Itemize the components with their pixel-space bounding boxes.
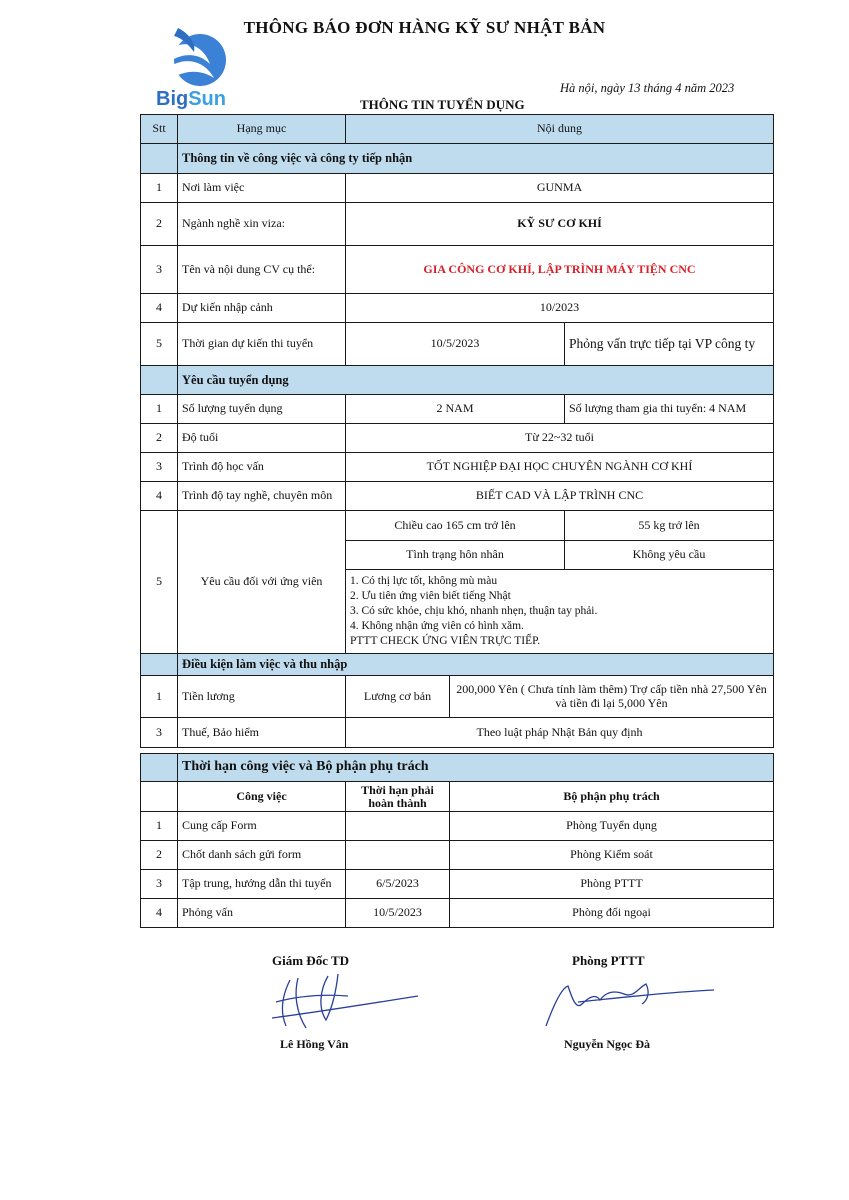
row-value: Từ 22~32 tuổi bbox=[346, 424, 774, 453]
conditions-list bbox=[346, 570, 774, 654]
row-value: 200,000 Yên ( Chưa tính làm thêm) Trợ cấp tiền nhà 27,500 Yên và tiền đi lại 5,000 Yên bbox=[450, 676, 774, 718]
height-requirement: Chiều cao 165 cm trở lên bbox=[346, 511, 565, 541]
row-value: Theo luật pháp Nhật Bản quy định bbox=[346, 718, 774, 748]
row-note: Phỏng vấn trực tiếp tại VP công ty bbox=[565, 323, 774, 366]
signature-right bbox=[538, 974, 718, 1034]
table-header-row bbox=[141, 115, 774, 144]
table-row bbox=[141, 174, 774, 203]
table-row bbox=[141, 395, 774, 424]
section-label: Yêu cầu tuyển dụng bbox=[178, 366, 774, 395]
logo-text: BigSun bbox=[156, 88, 226, 110]
tasks-table bbox=[140, 753, 774, 928]
row-stt: 4 bbox=[141, 482, 178, 511]
marital-value: Không yêu cầu bbox=[565, 541, 774, 570]
row-stt: 1 bbox=[141, 395, 178, 424]
col-stt-header: Stt bbox=[141, 115, 178, 144]
list-item: 2. Ưu tiên ứng viên biết tiếng Nhật bbox=[350, 590, 511, 603]
weight-requirement: 55 kg trở lên bbox=[565, 511, 774, 541]
section-label: Điều kiện làm việc và thu nhập bbox=[178, 654, 774, 676]
row-label: Tên và nội dung CV cụ thể: bbox=[178, 246, 346, 294]
list-item: 3. Có sức khỏe, chịu khó, nhanh nhẹn, thuận tay phải. bbox=[350, 605, 598, 618]
table-row bbox=[141, 294, 774, 323]
row-work: Cung cấp Form bbox=[178, 812, 346, 841]
row-value: BIẾT CAD VÀ LẬP TRÌNH CNC bbox=[346, 482, 774, 511]
row-label: Độ tuổi bbox=[178, 424, 346, 453]
table-row bbox=[141, 812, 774, 841]
section-row-requirements bbox=[141, 366, 774, 395]
table-row bbox=[141, 841, 774, 870]
tasks-header-row bbox=[141, 782, 774, 812]
table-row bbox=[141, 246, 774, 294]
date-line: Hà nội, ngày 13 tháng 4 năm 2023 bbox=[560, 81, 735, 95]
row-label: Thuế, Bảo hiểm bbox=[178, 718, 346, 748]
row-value: 2 NAM bbox=[346, 395, 565, 424]
section-row-job bbox=[141, 144, 774, 174]
row-dept: Phòng Tuyển dụng bbox=[450, 812, 774, 841]
table-row bbox=[141, 424, 774, 453]
row-stt: 3 bbox=[141, 246, 178, 294]
row-stt: 1 bbox=[141, 174, 178, 203]
list-item: 4. Không nhận ứng viên có hình xăm. bbox=[350, 619, 524, 632]
row-dept: Phòng PTTT bbox=[450, 870, 774, 899]
col-deadline-header: Thời hạn phải hoàn thành bbox=[346, 782, 450, 812]
row-stt: 5 bbox=[141, 511, 178, 654]
row-work: Chốt danh sách gửi form bbox=[178, 841, 346, 870]
row-note: Số lượng tham gia thi tuyển: 4 NAM bbox=[565, 395, 774, 424]
table-row bbox=[141, 482, 774, 511]
row-deadline: 10/5/2023 bbox=[346, 899, 450, 928]
marital-label: Tình trạng hôn nhân bbox=[346, 541, 565, 570]
col-work-header: Công việc bbox=[178, 782, 346, 812]
list-item: PTTT CHECK ỨNG VIÊN TRỰC TIẾP. bbox=[350, 634, 541, 647]
row-label: Trình độ học vấn bbox=[178, 453, 346, 482]
col-content-header: Nội dung bbox=[346, 115, 774, 144]
row-stt: 1 bbox=[141, 676, 178, 718]
row-label: Dự kiến nhập cảnh bbox=[178, 294, 346, 323]
section-label: Thông tin về công việc và công ty tiếp nhận bbox=[178, 144, 774, 174]
row-stt: 3 bbox=[141, 870, 178, 899]
row-work: Tập trung, hướng dẫn thi tuyển bbox=[178, 870, 346, 899]
row-label: Trình độ tay nghề, chuyên môn bbox=[178, 482, 346, 511]
row-label: Thời gian dự kiến thi tuyển bbox=[178, 323, 346, 366]
row-stt: 3 bbox=[141, 718, 178, 748]
table-row bbox=[141, 870, 774, 899]
row-value: TỐT NGHIỆP ĐẠI HỌC CHUYÊN NGÀNH CƠ KHÍ bbox=[346, 453, 774, 482]
table-row-tax bbox=[141, 718, 774, 748]
recruitment-info-table bbox=[140, 114, 774, 748]
section-label: Thời hạn công việc và Bộ phận phụ trách bbox=[178, 754, 774, 782]
signature-title-right: Phòng PTTT bbox=[572, 953, 645, 968]
row-stt: 2 bbox=[141, 203, 178, 246]
row-stt: 1 bbox=[141, 812, 178, 841]
table-row bbox=[141, 203, 774, 246]
row-label: Nơi làm việc bbox=[178, 174, 346, 203]
row-sub-label: Lương cơ bản bbox=[346, 676, 450, 718]
table-row-candidate bbox=[141, 511, 774, 541]
row-stt: 2 bbox=[141, 424, 178, 453]
list-item: 1. Có thị lực tốt, không mù màu bbox=[350, 575, 498, 588]
signature-title-left: Giám Đốc TD bbox=[272, 953, 350, 968]
table-row bbox=[141, 323, 774, 366]
col-dept-header: Bộ phận phụ trách bbox=[450, 782, 774, 812]
signature-name-left: Lê Hồng Vân bbox=[280, 1037, 349, 1051]
row-label: Tiền lương bbox=[178, 676, 346, 718]
section-row-conditions bbox=[141, 654, 774, 676]
section-title: THÔNG TIN TUYỂN DỤNG bbox=[360, 97, 525, 112]
signature-name-right: Nguyễn Ngọc Đà bbox=[564, 1037, 650, 1051]
row-deadline bbox=[346, 841, 450, 870]
row-value: 10/5/2023 bbox=[346, 323, 565, 366]
row-stt: 5 bbox=[141, 323, 178, 366]
table-row bbox=[141, 453, 774, 482]
row-dept: Phòng Kiểm soát bbox=[450, 841, 774, 870]
row-value: GIA CÔNG CƠ KHÍ, LẬP TRÌNH MÁY TIỆN CNC bbox=[346, 246, 774, 294]
row-value: 10/2023 bbox=[346, 294, 774, 323]
section-row-tasks bbox=[141, 754, 774, 782]
row-work: Phỏng vấn bbox=[178, 899, 346, 928]
signature-left bbox=[268, 968, 428, 1038]
row-stt: 2 bbox=[141, 841, 178, 870]
table-row bbox=[141, 899, 774, 928]
row-label: Số lượng tuyển dụng bbox=[178, 395, 346, 424]
row-value: GUNMA bbox=[346, 174, 774, 203]
col-item-header: Hạng mục bbox=[178, 115, 346, 144]
document-title: THÔNG BÁO ĐƠN HÀNG KỸ SƯ NHẬT BẢN bbox=[243, 18, 606, 37]
row-deadline: 6/5/2023 bbox=[346, 870, 450, 899]
row-value: KỸ SƯ CƠ KHÍ bbox=[346, 203, 774, 246]
row-stt: 4 bbox=[141, 294, 178, 323]
row-stt: 3 bbox=[141, 453, 178, 482]
table-row-salary bbox=[141, 676, 774, 718]
row-dept: Phòng đối ngoại bbox=[450, 899, 774, 928]
row-deadline bbox=[346, 812, 450, 841]
row-stt: 4 bbox=[141, 899, 178, 928]
row-label: Yêu cầu đối với ứng viên bbox=[178, 511, 346, 654]
row-label: Ngành nghề xin viza: bbox=[178, 203, 346, 246]
